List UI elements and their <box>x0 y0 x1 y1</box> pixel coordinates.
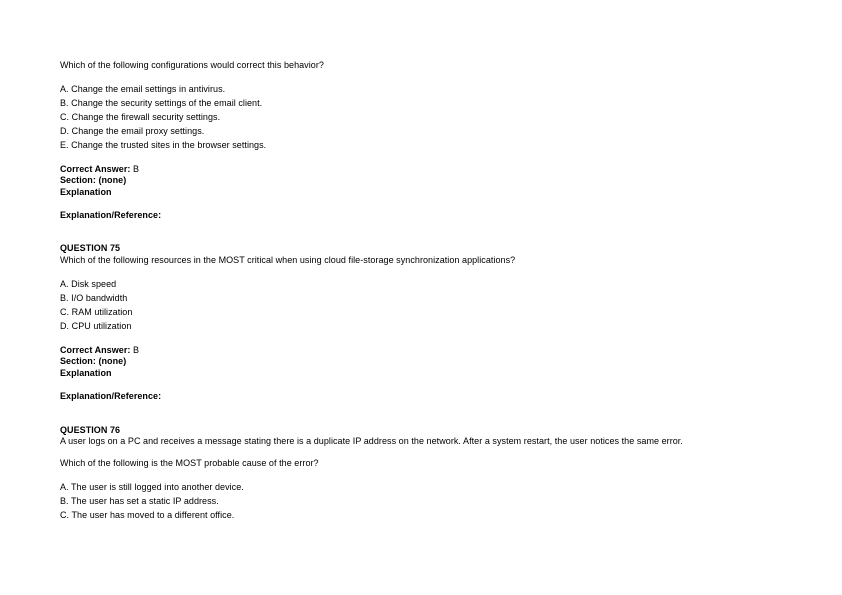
answer-option-e: E. Change the trusted sites in the browser settings. <box>60 140 267 150</box>
answer-option-b: B. I/O bandwidth <box>60 293 128 303</box>
answer-option-c: C. RAM utilization <box>60 307 133 317</box>
answer-option-b: B. The user has set a static IP address. <box>60 496 219 506</box>
explanation-label: Explanation <box>60 368 112 378</box>
answer-option-a: A. Change the email settings in antivirus. <box>60 84 226 94</box>
explanation-label: Explanation <box>60 187 112 197</box>
section-label: Section: (none) <box>60 356 127 366</box>
correct-answer-value: B <box>133 164 140 174</box>
explanation-reference-label: Explanation/Reference: <box>60 210 162 220</box>
document-page <box>60 0 830 595</box>
answer-option-c: C. Change the firewall security settings. <box>60 112 221 122</box>
question-prompt: Which of the following is the MOST probable cause of the error? <box>60 458 319 468</box>
question-heading: QUESTION 76 <box>60 425 121 435</box>
answer-option-a: A. The user is still logged into another device. <box>60 482 244 492</box>
explanation-reference-label: Explanation/Reference: <box>60 391 162 401</box>
correct-answer <box>60 164 139 175</box>
answer-option-d: D. CPU utilization <box>60 321 132 331</box>
correct-answer-value: B <box>133 345 140 355</box>
correct-answer <box>60 345 139 356</box>
answer-option-c: C. The user has moved to a different office. <box>60 510 235 520</box>
answer-option-d: D. Change the email proxy settings. <box>60 126 205 136</box>
answer-option-a: A. Disk speed <box>60 279 117 289</box>
correct-answer-label: Correct Answer: <box>60 164 131 174</box>
question-text: A user logs on a PC and receives a message stating there is a duplicate IP address on the network. After a system restart, the user notices the same error. <box>60 436 683 446</box>
question-text: Which of the following configurations would correct this behavior? <box>60 60 324 70</box>
question-heading: QUESTION 75 <box>60 243 121 253</box>
section-label: Section: (none) <box>60 175 127 185</box>
correct-answer-label: Correct Answer: <box>60 345 131 355</box>
question-text: Which of the following resources in the MOST critical when using cloud file-storage synchronization applications? <box>60 255 516 265</box>
answer-option-b: B. Change the security settings of the email client. <box>60 98 263 108</box>
